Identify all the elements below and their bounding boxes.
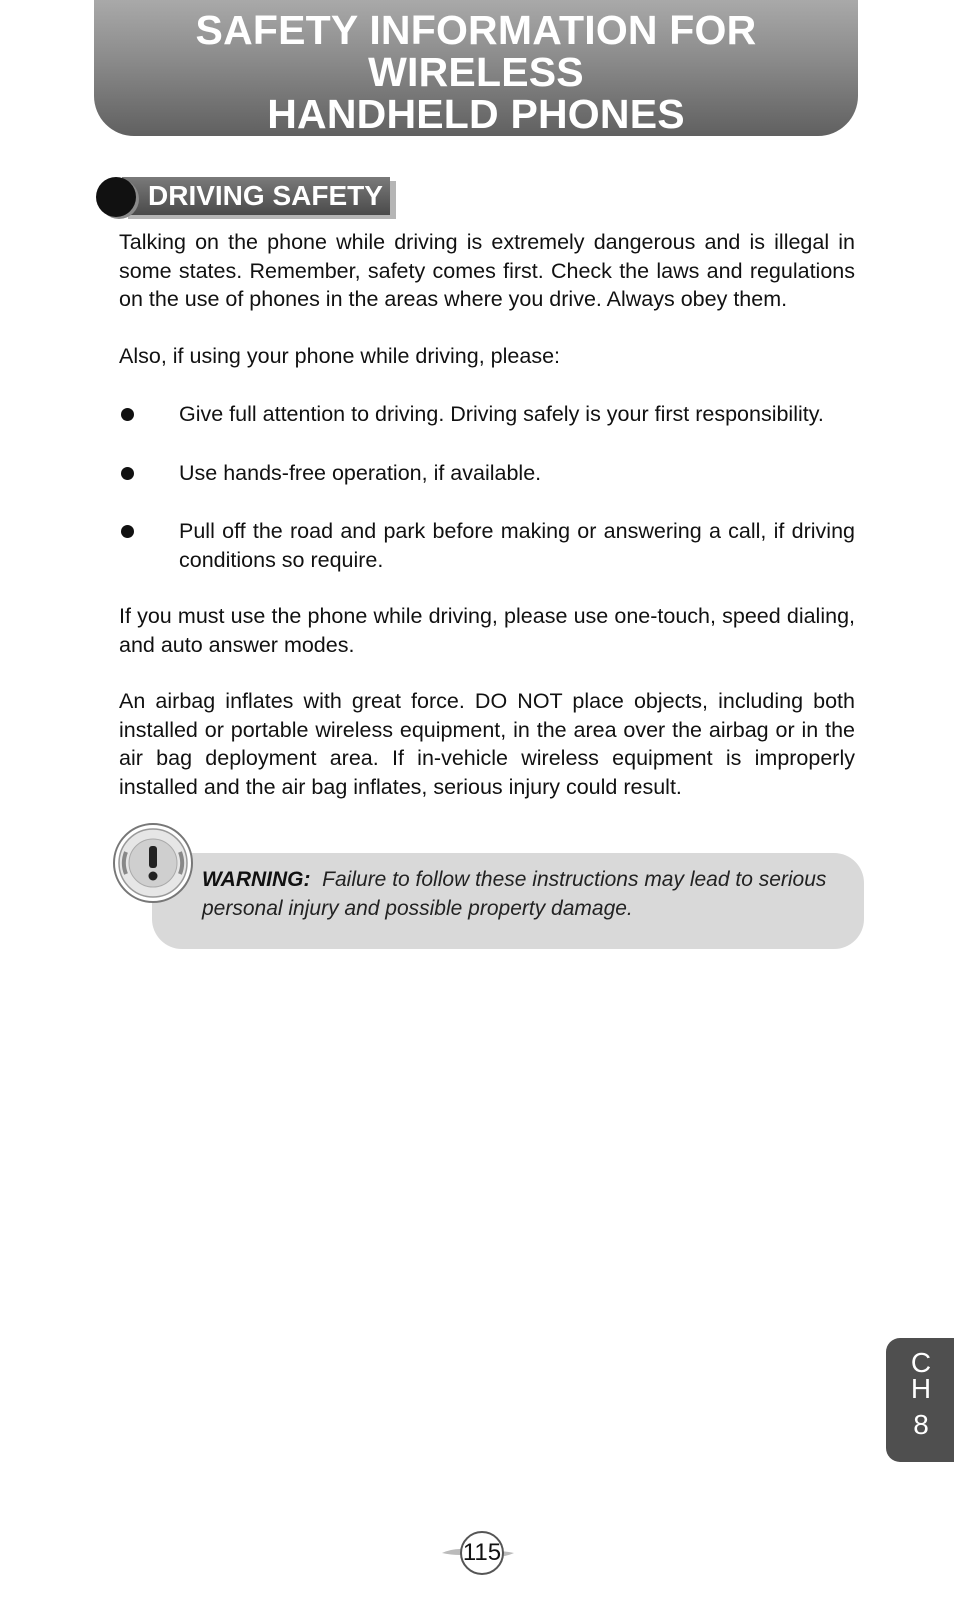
body-content xyxy=(119,228,855,829)
page-title xyxy=(94,9,858,135)
airbag-paragraph: An airbag inflates with great force. DO NOT place objects, including both installed or portable wireless equipment, in the area over the airbag or in the air bag deployment area. If in-vehicle wireless equipment is improperly installed and the air bag inflates, serious injury could result. xyxy=(119,689,855,799)
chapter-tab-letter: C xyxy=(910,1347,932,1378)
also-paragraph: Also, if using your phone while driving, please: xyxy=(119,343,561,368)
list-item xyxy=(119,459,855,488)
page-number: 115 xyxy=(460,1531,504,1575)
page-title-line-1: SAFETY INFORMATION FOR WIRELESS xyxy=(195,7,757,95)
bullet-dot-icon xyxy=(121,408,134,421)
driving-tips-list xyxy=(119,400,855,574)
list-item-text: Give full attention to driving. Driving safely is your first responsibility. xyxy=(179,402,824,426)
intro-paragraph: Talking on the phone while driving is extremely dangerous and is illegal in some states. Remember, safety comes first. Check the laws and regulations on the use of phones in the areas where you drive. Always obey them. xyxy=(119,230,855,311)
list-item-text: Pull off the road and park before making or answering a call, if driving conditions so require. xyxy=(179,519,855,572)
section-bullet-icon xyxy=(96,177,136,217)
warning-message: Failure to follow these instructions may lead to serious personal injury and possible property damage. xyxy=(202,868,827,920)
exclamation-icon xyxy=(112,822,194,904)
list-item xyxy=(119,517,855,574)
bullet-dot-icon xyxy=(121,525,134,538)
warning-label: WARNING: xyxy=(202,868,311,891)
list-item-text: Use hands-free operation, if available. xyxy=(179,460,542,485)
list-item xyxy=(119,400,855,429)
chapter-tab xyxy=(886,1338,954,1462)
warning-text xyxy=(202,866,850,923)
page-number-badge xyxy=(440,1531,516,1575)
page-title-line-2: HANDHELD PHONES xyxy=(267,91,685,137)
must-use-paragraph: If you must use the phone while driving, please use one-touch, speed dialing, and auto answer modes. xyxy=(119,604,855,657)
page-header xyxy=(94,0,858,136)
section-title: DRIVING SAFETY xyxy=(148,180,383,211)
bullet-dot-icon xyxy=(121,467,134,480)
section-heading xyxy=(96,175,396,219)
chapter-number: 8 xyxy=(913,1409,929,1440)
chapter-tab-letter: H xyxy=(910,1373,932,1404)
